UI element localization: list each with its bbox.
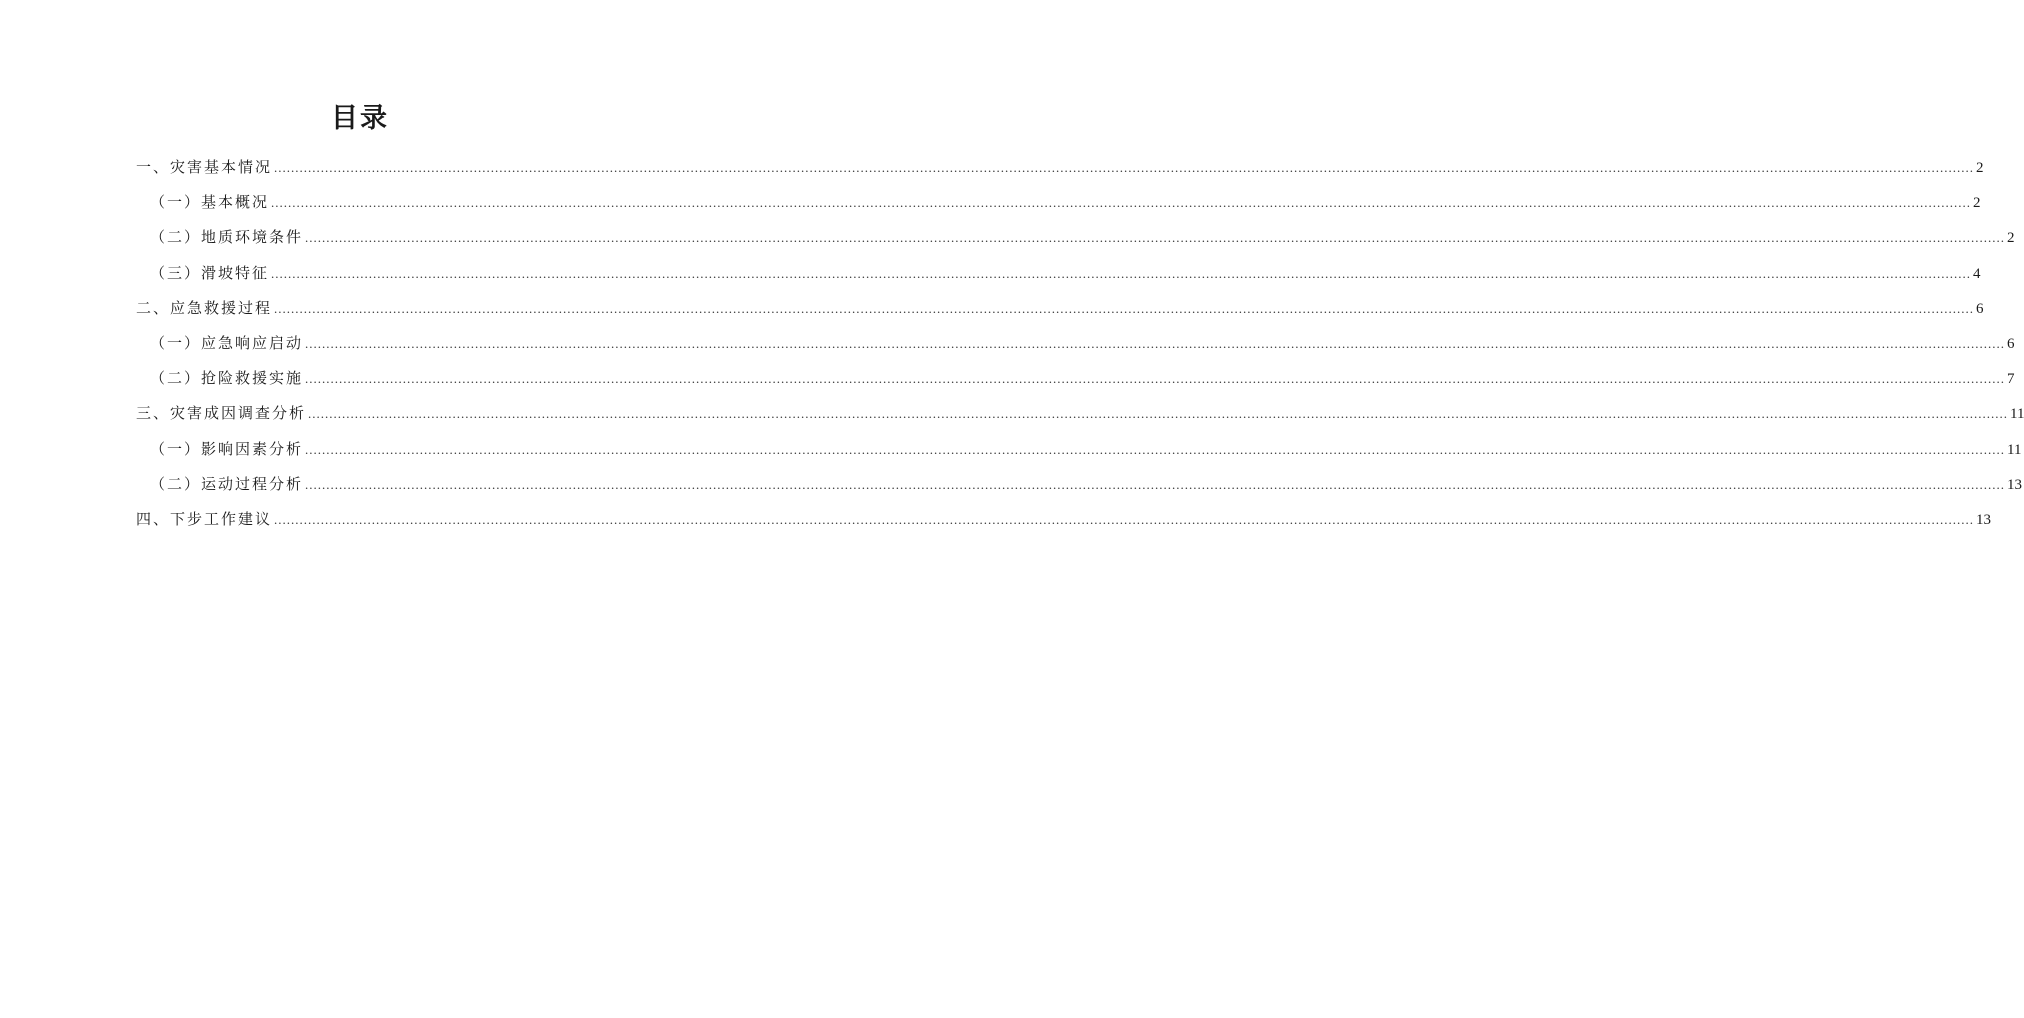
toc-list: [136, 150, 2024, 537]
toc-leader-dots: ................................................................................................................................................................................................................................................................................................................................................................................................................: [305, 441, 2006, 457]
toc-leader-dots: ................................................................................................................................................................................................................................................................................................................................................................................................................: [271, 265, 1972, 281]
toc-page-number: 2: [1973, 195, 1981, 212]
toc-page-number: 13: [1976, 511, 1992, 528]
toc-page-number: 6: [1976, 300, 1984, 317]
toc-leader-dots: ................................................................................................................................................................................................................................................................................................................................................................................................................: [274, 300, 1975, 316]
toc-entry[interactable]: [136, 467, 2023, 502]
toc-entry-text: （二）运动过程分析: [150, 474, 304, 493]
toc-entry-text: （三）滑坡特征: [150, 263, 270, 282]
toc-page-number: 6: [2007, 335, 2015, 352]
toc-entry-text: 三、灾害成因调查分析: [136, 404, 307, 423]
toc-entry[interactable]: [136, 502, 1992, 537]
toc-leader-dots: ................................................................................................................................................................................................................................................................................................................................................................................................................: [308, 406, 2009, 422]
toc-entry[interactable]: [136, 361, 2015, 396]
toc-title: 目录: [331, 103, 389, 134]
toc-page-number: 11: [2010, 406, 2024, 423]
toc-entry-text: （一）影响因素分析: [150, 439, 304, 458]
toc-leader-dots: ................................................................................................................................................................................................................................................................................................................................................................................................................: [305, 476, 2006, 492]
toc-entry[interactable]: [136, 185, 1981, 220]
toc-entry[interactable]: [136, 150, 1984, 185]
toc-page-number: 13: [2007, 476, 2023, 493]
toc-entry-text: （二）地质环境条件: [150, 228, 304, 247]
toc-leader-dots: ................................................................................................................................................................................................................................................................................................................................................................................................................: [305, 335, 2006, 351]
toc-entry[interactable]: [136, 432, 2022, 467]
toc-leader-dots: ................................................................................................................................................................................................................................................................................................................................................................................................................: [305, 371, 2006, 387]
toc-entry-text: （二）抢险救援实施: [150, 369, 304, 388]
toc-page-number: 4: [1973, 265, 1981, 282]
toc-entry[interactable]: [136, 291, 1984, 326]
toc-entry[interactable]: [136, 256, 1981, 291]
toc-page-number: 2: [1976, 160, 1984, 176]
toc-entry[interactable]: [136, 220, 2015, 255]
toc-page-number: 7: [2007, 371, 2015, 388]
toc-entry-text: （一）基本概况: [150, 193, 270, 212]
toc-entry-text: （一）应急响应启动: [150, 333, 304, 352]
toc-entry[interactable]: [136, 396, 2024, 431]
toc-entry-text: 二、应急救援过程: [136, 298, 273, 317]
toc-page-number: 11: [2007, 441, 2022, 458]
toc-entry-text: 四、下步工作建议: [136, 509, 273, 528]
toc-leader-dots: ................................................................................................................................................................................................................................................................................................................................................................................................................: [271, 195, 1972, 211]
toc-leader-dots: ................................................................................................................................................................................................................................................................................................................................................................................................................: [274, 160, 1975, 175]
toc-leader-dots: ................................................................................................................................................................................................................................................................................................................................................................................................................: [274, 511, 1975, 527]
toc-leader-dots: ................................................................................................................................................................................................................................................................................................................................................................................................................: [305, 230, 2006, 246]
toc-entry-text: 一、灾害基本情况: [136, 158, 273, 176]
toc-page-number: 2: [2007, 230, 2015, 247]
toc-entry[interactable]: [136, 326, 2015, 361]
